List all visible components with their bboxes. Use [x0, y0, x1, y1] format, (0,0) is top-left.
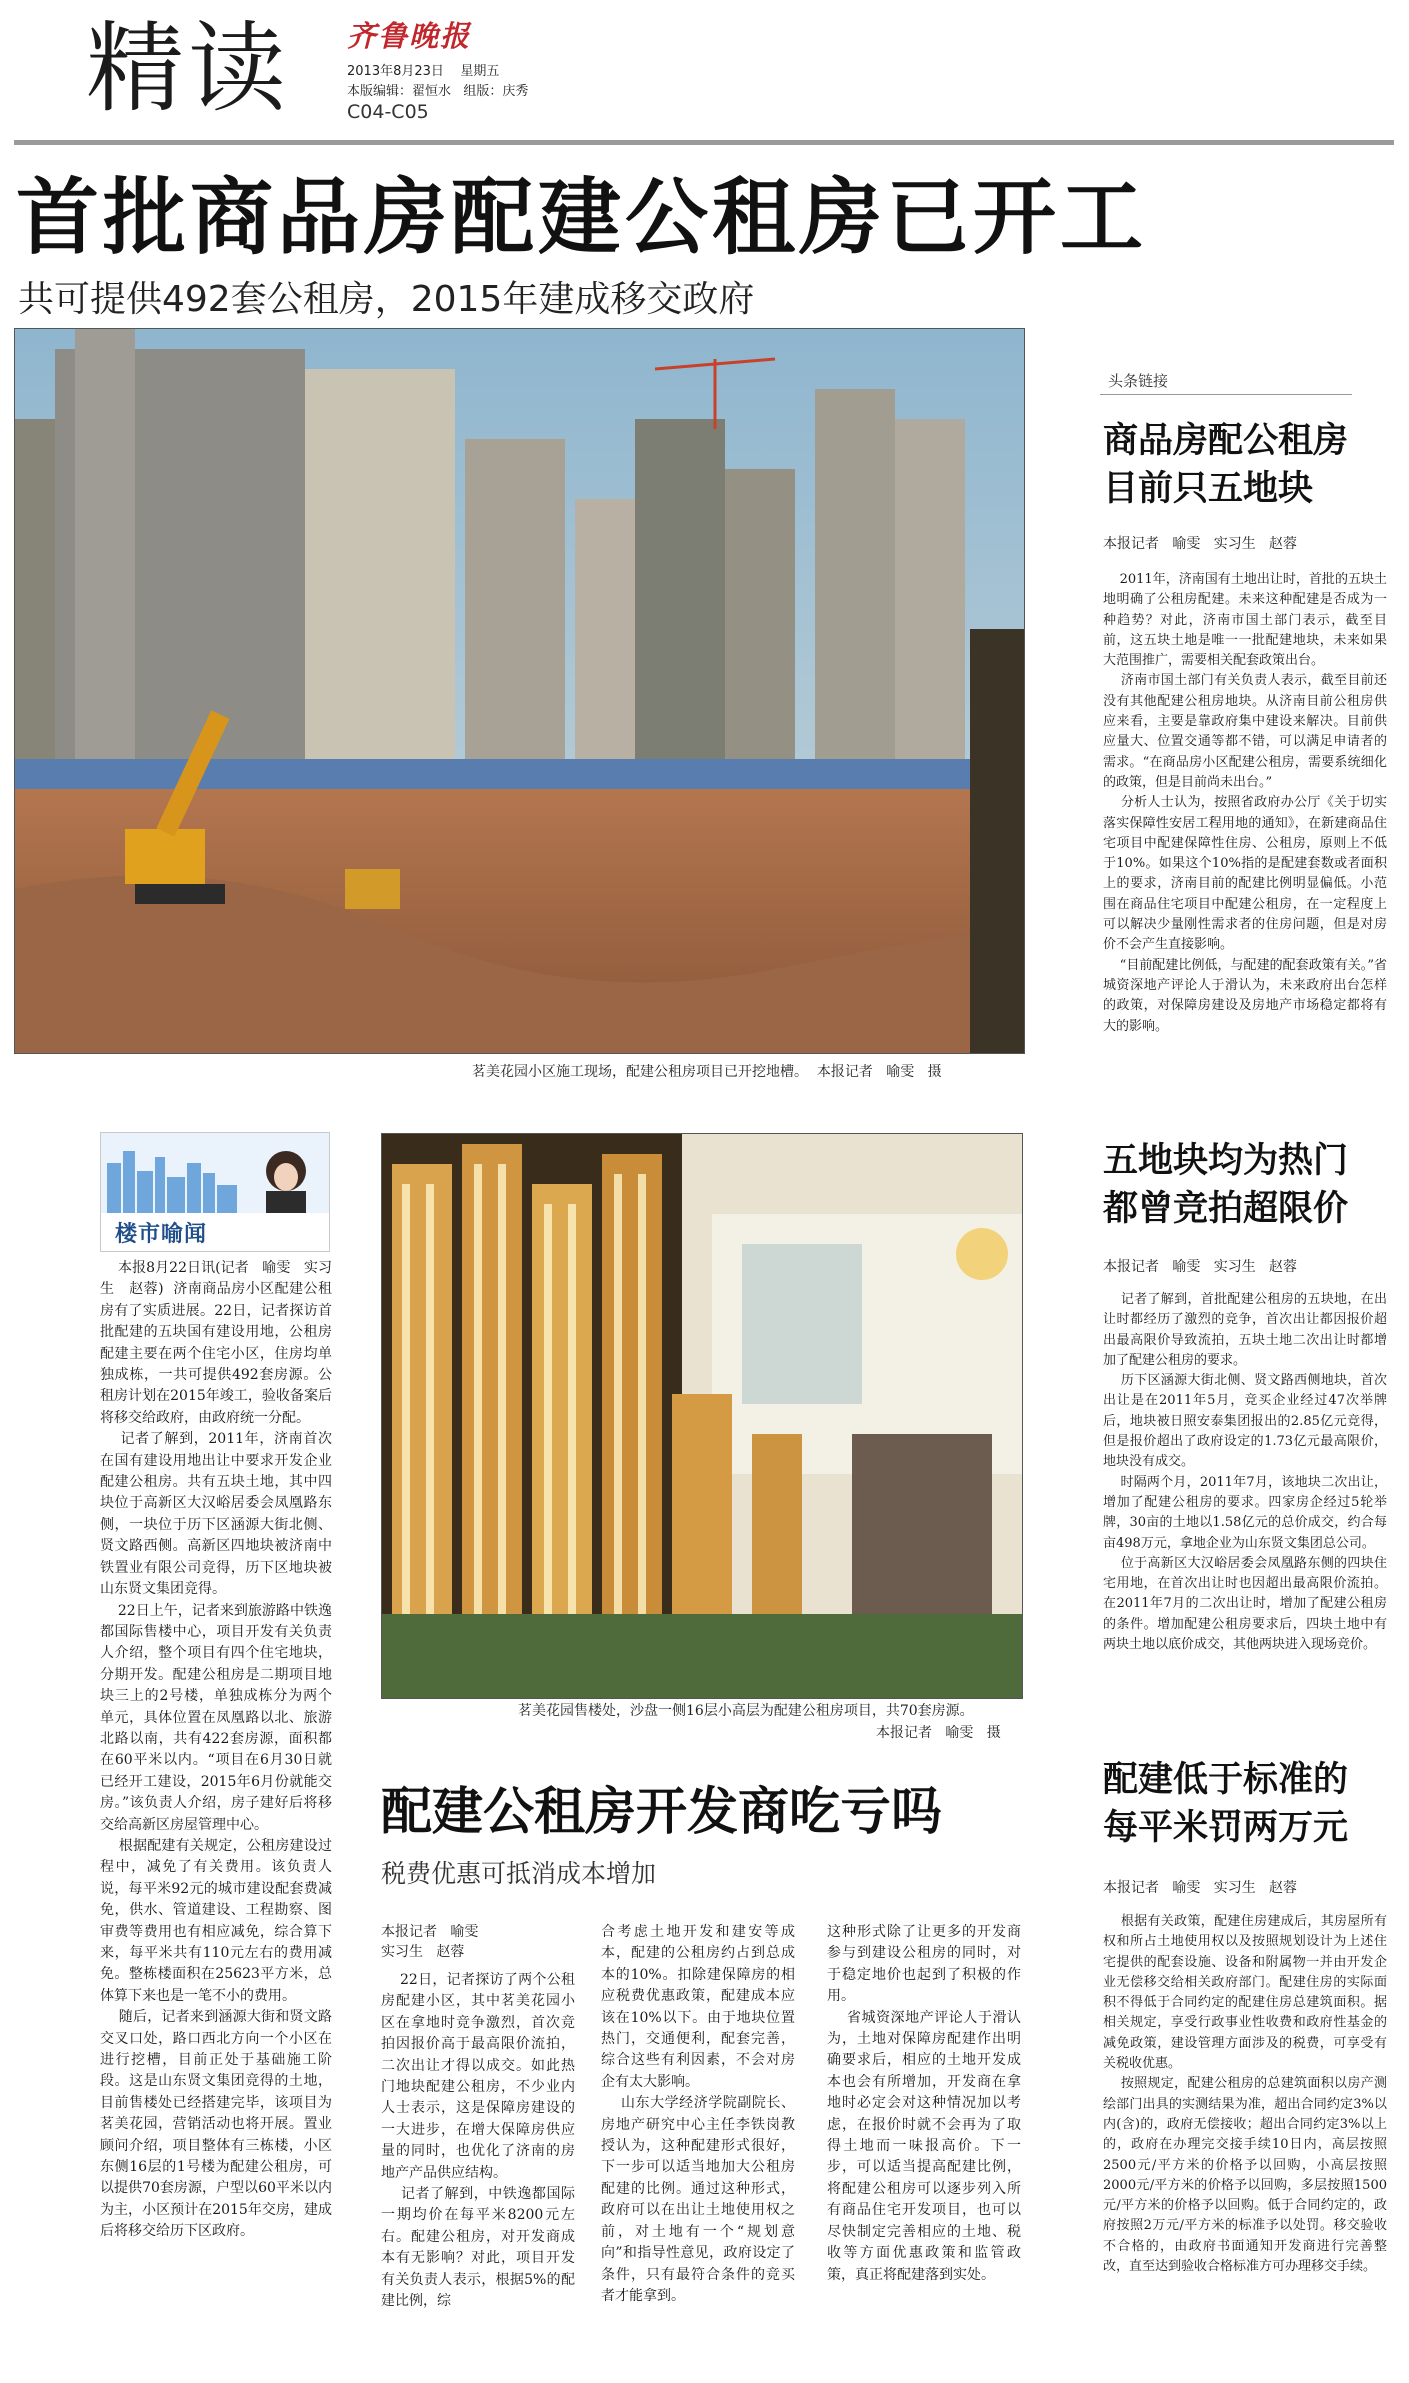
sidebar-label: 头条链接	[1108, 372, 1169, 390]
sidebar-article3-title	[1103, 1756, 1403, 1852]
sales-office-model-photo	[381, 1133, 1023, 1699]
model-photo-caption-line1: 茗美花园售楼处，沙盘一侧16层小高层为配建公租房项目，共70套房源。	[518, 1703, 974, 1719]
sidebar-article3-byline: 本报记者 喻雯 实习生 赵蓉	[1103, 1880, 1298, 1896]
sidebar-article1-title	[1103, 417, 1403, 513]
sidebar-article2-title-line1: 五地块均为热门	[1103, 1141, 1349, 1181]
construction-photo	[14, 328, 1025, 1054]
second-article-col1: 22日，记者探访了两个公租房配建小区，其中茗美花园小区在拿地时竞争激烈，首次竞拍因报价高于最高限价流拍，二次出让才得以成交。如此热门地块配建公租房，不少业内人士表示，这是保障房建设的一大进步，在增大保障房供应量的同时，也优化了济南的房地产产品供应结构。 记者了解到，中铁逸都国际一期均价在每平米8200元左右。配建公租房，对开发商成本有无影响？对此，项目开发有关负责人表示，根据5%的配建比例，综	[381, 1972, 575, 2310]
main-headline: 首批商品房配建公租房已开工	[16, 169, 1147, 266]
masthead-rule	[14, 140, 1394, 145]
editors-line: 本版编辑：翟恒水 组版：庆秀	[347, 84, 529, 99]
sidebar-article2-title-line2: 都曾竞拍超限价	[1103, 1189, 1349, 1229]
sidebar-article2-body: 记者了解到，首批配建公租房的五块地，在出让时都经历了激烈的竞争，首次出让都因报价超出最高限价导致流拍，五块土地二次出让时都增加了配建公租房的要求。 历下区涵源大街北侧、贤文路西侧地块，首次出让是在2011年5月，竞买企业经过47次举牌后，地块被日照安泰集团报出的2.85亿元竞得，但是报价超出了政府设定的1.73亿元最高限价，地块没有成交。 时隔两个月，2011年7月，该地块二次出让，增加了配建公租房的要求。四家房企经过5轮举牌，30亩的土地以1.58亿元的总价成交，约合每亩498万元，拿地企业为山东贤文集团总公司。 位于高新区大汉峪居委会凤凰路东侧的四块住宅用地，在首次出让时也因超出最高限价流拍。在2011年7月的二次出让时，增加了配建公租房的条件。增加配建公租房要求后，四块土地中有两块土地以底价成交，其他两块进入现场竞价。	[1103, 1292, 1388, 1653]
sidebar-label-rule	[1100, 394, 1352, 395]
sidebar-article2-title	[1103, 1137, 1403, 1233]
section-title: 精读	[86, 12, 291, 126]
sidebar-article2-byline: 本报记者 喻雯 实习生 赵蓉	[1103, 1259, 1298, 1275]
sidebar-article1-title-line1: 商品房配公租房	[1103, 421, 1349, 461]
construction-scene-image	[15, 329, 1024, 1053]
model-scene-image	[382, 1134, 1022, 1698]
second-article-col3: 这种形式除了让更多的开发商参与到建设公租房的同时，对于稳定地价也起到了积极的作用。 省城资深地产评论人于滑认为，土地对保障房配建作出明确要求后，相应的土地开发成本也会有所增加，开发商在拿地时必定会对这种情况加以考虑，在报价时就不会再为了取得土地而一味报高价。下一步，可以适当提高配建比例，将配建公租房可以逐步列入所有商品住宅开发项目，也可以尽快制定完善相应的土地、税收等方面优惠政策和监管政策，真正将配建落到实处。	[827, 1924, 1021, 2283]
sidebar-article1-title-line2: 目前只五地块	[1103, 469, 1314, 509]
column-badge	[100, 1132, 330, 1252]
page-code: C04-C05	[347, 101, 429, 123]
paper-logo: 齐鲁晚报	[347, 19, 472, 53]
sidebar-article3-body: 根据有关政策，配建住房建成后，其房屋所有权和所占土地使用权以及按照规划设计为上述住宅提供的配套设施、设备和附属物一并由开发企业无偿移交给相关政府部门。配建住房的实际面积不得低于合同约定的配建住房总建筑面积。据相关规定，享受行政事业性收费和政府性基金的减免政策，建设管理方面涉及的税费，可享受有关税收优惠。 按照规定，配建公租房的总建筑面积以房产测绘部门出具的实测结果为准，超出合同约定3%以内(含)的，政府无偿接收；超出合同约定3%以上的，政府在办理完交接手续10日内，高层按照2500元/平方米的价格予以回购，小高层按照2000元/平方米的价格予以回购，多层按照1500元/平方米的价格予以回购。低于合同约定的，政府按照2万元/平方米的标准予以处罚。移交验收不合格的，由政府书面通知开发商进行完善整改，直至达到验收合格标准方可办理移交手续。	[1103, 1914, 1387, 2275]
sidebar-article3-title-line2: 每平米罚两万元	[1103, 1808, 1349, 1848]
skyline-icon	[101, 1133, 329, 1213]
second-article-byline: 本报记者 喻雯 实习生 赵蓉	[381, 1924, 479, 1960]
column-badge-label: 楼市喻闻	[115, 1222, 208, 1247]
sidebar-article1-byline: 本报记者 喻雯 实习生 赵蓉	[1103, 536, 1298, 552]
date-line: 2013年8月23日 星期五	[347, 64, 500, 79]
main-article-body: 本报8月22日讯(记者 喻雯 实习生 赵蓉) 济南商品房小区配建公租房有了实质进展。22日，记者探访首批配建的五块国有建设用地，公租房配建主要在两个住宅小区，住房均单独成栋，一共可提供492套房源。公租房计划在2015年竣工，验收备案后将移交给政府，由政府统一分配。 记者了解到，2011年，济南首次在国有建设用地出让中要求开发企业配建公租房。共有五块土地，其中四块位于高新区大汉峪居委会凤凰路东侧，一块位于历下区涵源大街北侧、贤文路西侧。高新区四地块被济南中铁置业有限公司竞得，历下区地块被山东贤文集团竞得。 22日上午，记者来到旅游路中铁逸都国际售楼中心，项目开发有关负责人介绍，整个项目有四个住宅地块，分期开发。配建公租房是二期项目地块三上的2号楼，单独成栋分为两个单元，具体位置在凤凰路以北、旅游北路以南，共有422套房源，面积都在60平米以内。“项目在6月30日就已经开工建设，2015年6月份就能交房。”该负责人介绍，房子建好后将移交给高新区房屋管理中心。 根据配建有关规定，公租房建设过程中，减免了有关费用。该负责人说，每平米92元的城市建设配套费减免，供水、管道建设、工程勘察、图审费等费用也有相应减免，综合算下来，每平米共有110元左右的费用减免。整栋楼面积在25623平方米，总体算下来也是一笔不小的费用。 随后，记者来到涵源大街和贤文路交叉口处，路口西北方向一个小区在进行挖槽，目前正处于基础施工阶段。这是山东贤文集团竞得的土地，目前售楼处已经搭建完毕，该项目为茗美花园，营销活动也将开展。置业顾问介绍，项目整体有三栋楼，小区东侧16层的1号楼为配建公租房，可以提供70套房源，户型以60平米以内为主，小区预计在2015年交房，建成后将移交给历下区政府。	[100, 1260, 332, 2240]
second-article-col2: 合考虑土地开发和建安等成本，配建的公租房约占到总成本的10%。扣除建保障房的相应税费优惠政策，配建成本应该在10%以下。由于地块位置热门，交通便利，配套完善，综合这些有利因素，不会对房企有太大影响。 山东大学经济学院副院长、房地产研究中心主任李铁岗教授认为，这种配建形式很好，下一步可以适当地加大公租房配建的比例。通过这种形式，政府可以在出让土地使用权之前，对土地有一个“规划意向”和指导性意见，政府设定了条件，只有最符合条件的竞买者才能拿到。	[601, 1924, 795, 2304]
second-article-subtitle: 税费优惠可抵消成本增加	[381, 1859, 657, 1888]
main-subheadline: 共可提供492套公租房，2015年建成移交政府	[18, 279, 755, 320]
second-article-title: 配建公租房开发商吃亏吗	[381, 1783, 943, 1842]
model-photo-caption-line2: 本报记者 喻雯 摄	[876, 1725, 1001, 1741]
sidebar-article3-title-line1: 配建低于标准的	[1103, 1760, 1349, 1800]
sidebar-article1-body: 2011年，济南国有土地出让时，首批的五块土地明确了公租房配建。未来这种配建是否成为一种趋势？对此，济南市国土部门表示，截至目前，这五块土地是唯一一批配建地块，未来如果大范围推广，需要相关配套政策出台。 济南市国土部门有关负责人表示，截至目前还没有其他配建公租房地块。从济南目前公租房供应来看，主要是靠政府集中建设来解决。目前供应量大、位置交通等都不错，可以满足申请者的需求。“在商品房小区配建公租房，需要系统细化的政策，但是目前尚未出台。” 分析人士认为，按照省政府办公厅《关于切实落实保障性安居工程用地的通知》，在新建商品住宅项目中配建保障性住房、公租房，原则上不低于10%。如果这个10%指的是配建套数或者面积上的要求，济南目前的配建比例明显偏低。小范围在商品住宅项目中配建公租房，在一定程度上可以解决少量刚性需求者的住房问题，但是对房价不会产生直接影响。 “目前配建比例低，与配建的配套政策有关。”省城资深地产评论人于滑认为，未来政府出台怎样的政策，对保障房建设及房地产市场稳定都将有大的影响。	[1103, 572, 1388, 1034]
construction-photo-caption: 茗美花园小区施工现场，配建公租房项目已开挖地槽。 本报记者 喻雯 摄	[472, 1064, 942, 1080]
